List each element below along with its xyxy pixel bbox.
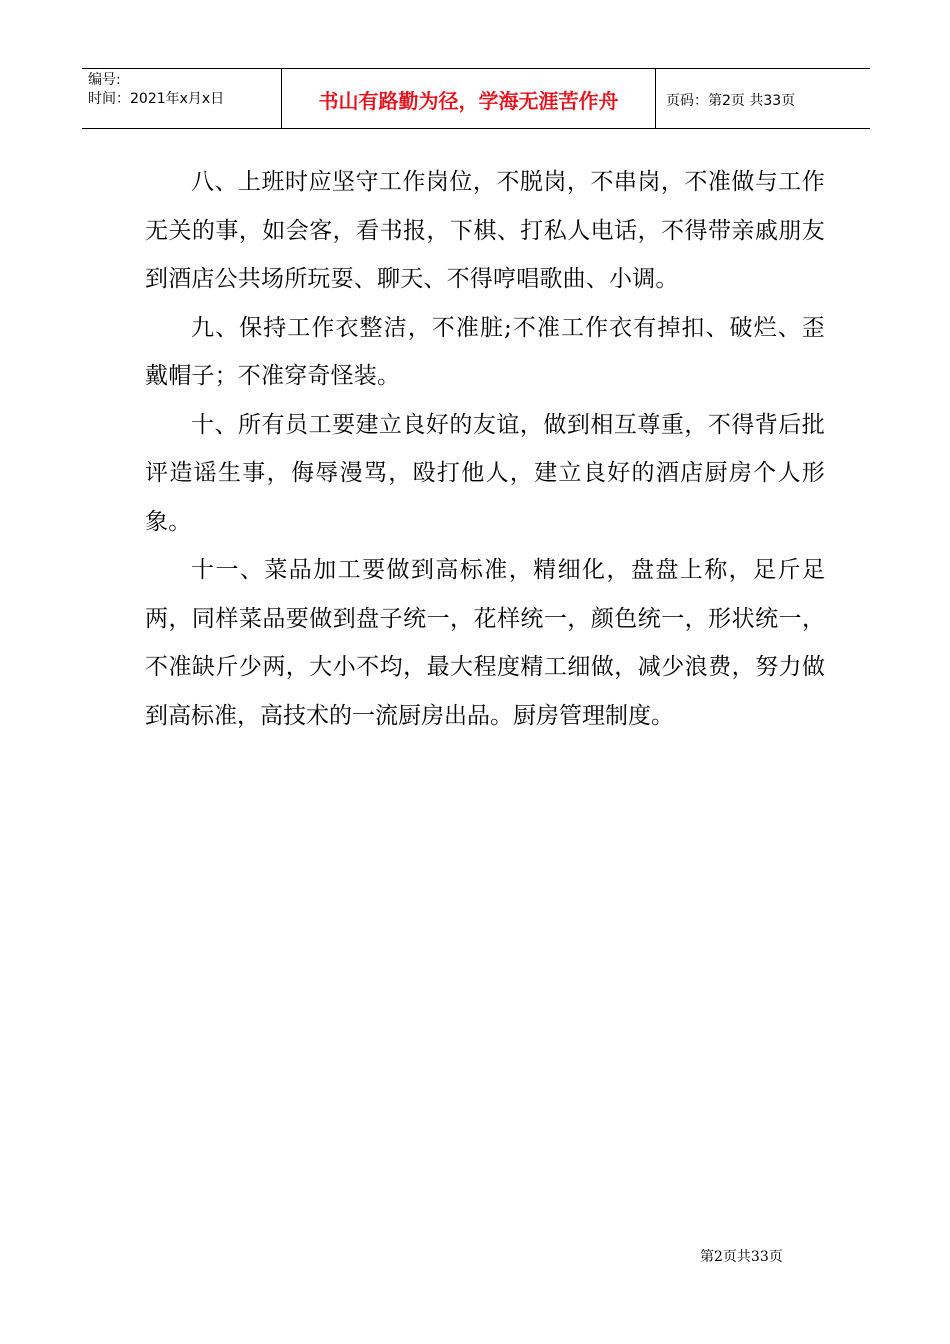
paragraph-11: 十一、菜品加工要做到高标准，精细化，盘盘上称，足斤足两，同样菜品要做到盘子统一，花样统一，颜色统一，形状统一，不准缺斤少两，大小不均，最大程度精工细做，减少浪费，努力做到高标准，高技术的一流厨房出品。厨房管理制度。 [145,557,825,729]
header-meta [82,69,282,128]
paragraph-10: 十、所有员工要建立良好的友谊，做到相互尊重，不得背后批评造谣生事，侮辱漫骂，殴打他人，建立良好的酒店厨房个人形象。 [145,411,825,535]
header-page-label: 页码：第2页 共33页 [666,92,796,109]
document-body [145,158,825,740]
number-label: 编号: [88,72,121,88]
paragraph-8: 八、上班时应坚守工作岗位，不脱岗，不串岗，不准做与工作无关的事，如会客，看书报，下棋、打私人电话，不得带亲戚朋友到酒店公共场所玩耍、聊天、不得哼唱歌曲、小调。 [145,169,825,292]
header-motto: 书山有路勤为径，学海无涯苦作舟 [282,69,656,128]
time-label: 时间：2021年x月x日 [88,91,225,107]
page-header [82,68,870,129]
page-footer: 第2页共33页 [700,1249,783,1265]
paragraph-9: 九、保持工作衣整洁，不准脏;不准工作衣有掉扣、破烂、歪戴帽子；不准穿奇怪装。 [145,314,825,389]
